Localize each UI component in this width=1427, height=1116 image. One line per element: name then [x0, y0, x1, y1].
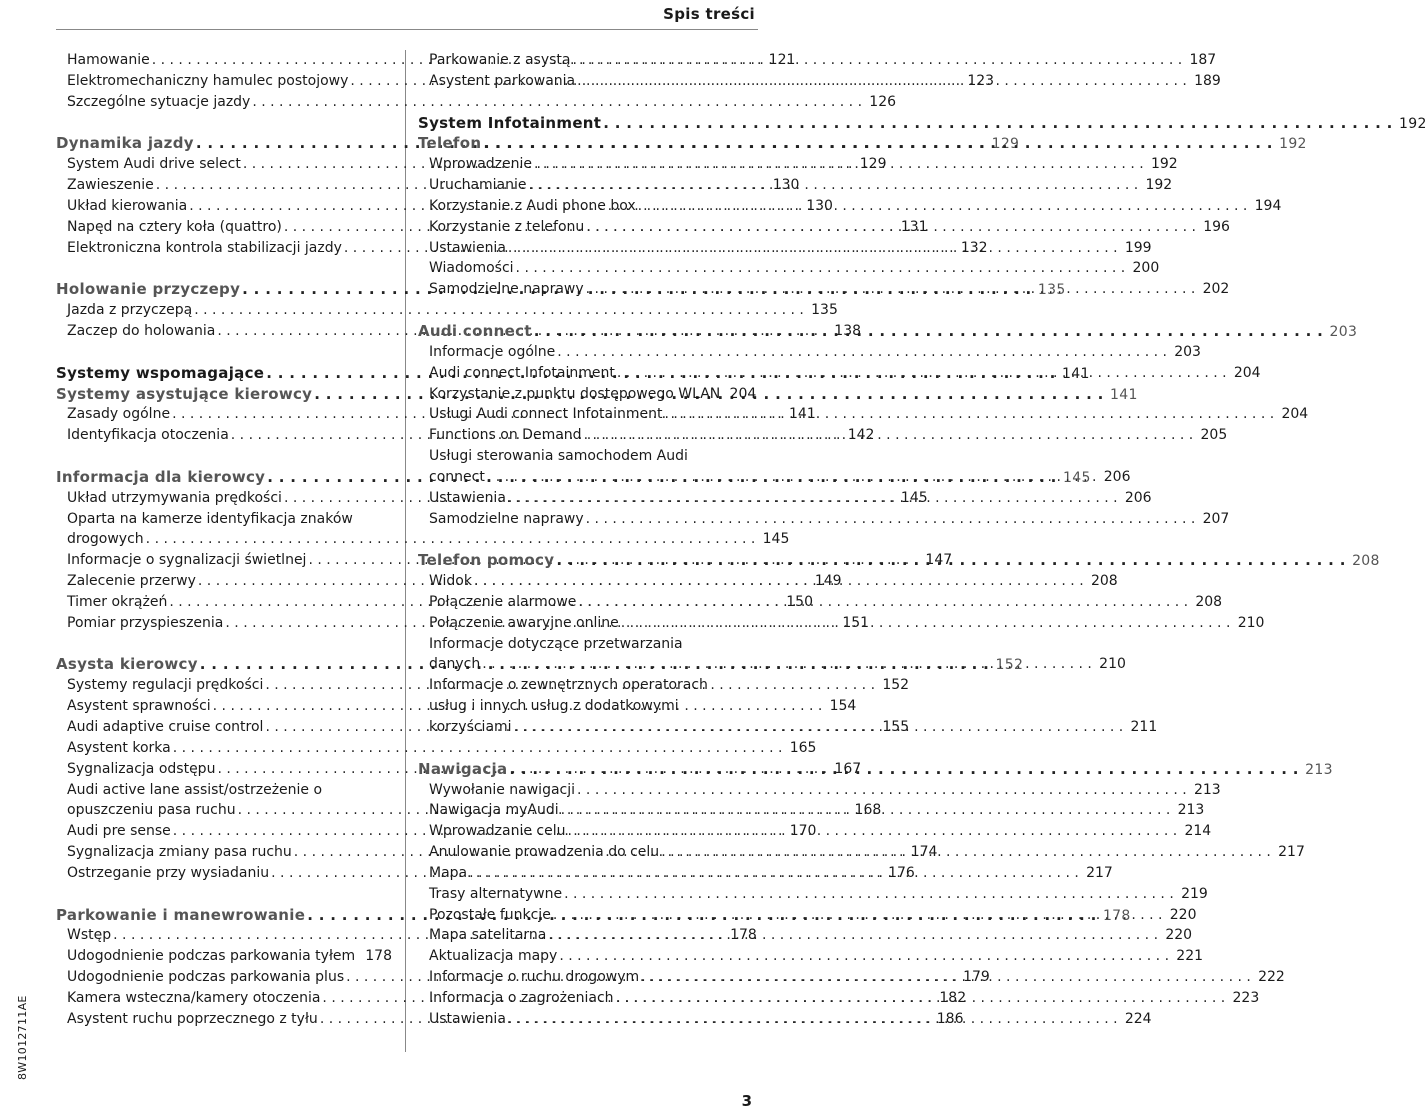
toc-entry-title-line: Informacje o zewnętrznych operatorach: [429, 677, 708, 694]
toc-entry-title: Informacja o zagrożeniach: [429, 989, 614, 1006]
toc-entry-title: Udogodnienie podczas parkowania plus: [67, 969, 345, 986]
leader-dots: [483, 133, 1272, 154]
toc-entry-page: 131: [900, 218, 928, 235]
toc-entry-page: 178: [730, 927, 757, 944]
toc-entry-page: 194: [1254, 197, 1282, 214]
toc-entry-title: Zaczep do holowania: [67, 322, 216, 339]
page-header-title: Spis treści: [663, 5, 755, 23]
toc-entry-title: Wstęp: [67, 927, 112, 944]
toc-entry-title: Sygnalizacja odstępu: [67, 760, 216, 777]
leader-dots: [516, 258, 1126, 279]
toc-entry-title: Asystent parkowania: [429, 72, 576, 89]
toc-entry-page: 196: [1203, 218, 1230, 235]
toc-entry-page: 147: [925, 552, 953, 569]
leader-dots: [559, 946, 1169, 967]
leader-dots: [578, 592, 1188, 613]
toc-entry-page: 152: [882, 677, 910, 694]
toc-chapter-page: 178: [1102, 907, 1131, 924]
leader-dots: [661, 842, 1271, 863]
toc-entry-title: Sygnalizacja zmiany pasa ruchu: [67, 844, 292, 861]
toc-entry-page: 210: [1237, 614, 1265, 631]
toc-chapter-title: Systemy asystujące kierowcy: [56, 384, 313, 403]
toc-entry[interactable]: [56, 92, 897, 113]
toc-chapter-title: Informacja dla kierowcy: [56, 467, 266, 486]
toc-section-heading[interactable]: [418, 113, 1427, 134]
toc-entry-page: 151: [842, 614, 870, 631]
toc-entry-page: 150: [786, 593, 813, 610]
toc-entry-title: Zasady ogólne: [67, 406, 171, 423]
toc-entry-page: 170: [789, 823, 817, 840]
toc-entry-title-line: Oparta na kamerze identyfikacja znaków: [67, 510, 353, 527]
toc-entry-title: Udogodnienie podczas parkowania tyłem: [67, 948, 356, 965]
toc-entry-page: 154: [829, 698, 857, 715]
toc-entry-title: Mapa satelitarna: [429, 927, 547, 944]
leader-dots: [638, 196, 1248, 217]
page-number: 3: [741, 1092, 752, 1110]
toc-chapter-title: Nawigacja: [418, 759, 508, 778]
toc-entry-page: 145: [762, 531, 790, 548]
toc-chapter-title: Dynamika jazdy: [56, 134, 194, 153]
toc-entry-title: Napęd na cztery koła (quattro): [67, 218, 282, 235]
toc-entry-page: 203: [1174, 343, 1201, 360]
toc-entry-title: Samodzielne naprawy: [429, 510, 584, 527]
toc-entry-title: Zawieszenie: [67, 177, 154, 194]
toc-entry-title: Hamowanie: [67, 52, 150, 68]
toc-entry-page: 219: [1181, 885, 1208, 902]
toc-entry-page: 121: [768, 52, 796, 68]
leader-dots: [509, 759, 1298, 780]
toc-entry-page: 217: [1278, 844, 1305, 861]
toc-entry-page: 213: [1177, 802, 1205, 819]
leader-dots: [573, 50, 1183, 71]
toc-section-page: 192: [1399, 115, 1427, 132]
toc-entry[interactable]: [56, 946, 392, 967]
leader-dots: [641, 967, 1251, 988]
toc-chapter-title: Telefon: [418, 134, 482, 153]
toc-entry-page: 224: [1124, 1010, 1152, 1027]
toc-entry-title: connect: [429, 468, 485, 485]
toc-entry-page: 207: [1202, 510, 1230, 527]
toc-chapter-page: 145: [1063, 469, 1091, 486]
toc-entry[interactable]: [418, 342, 1201, 363]
leader-dots: [474, 571, 1084, 592]
toc-entry-title: Wiadomości: [429, 260, 514, 277]
toc-entry-title: Pozostałe funkcje: [429, 906, 551, 923]
toc-chapter-page: 135: [1037, 282, 1066, 299]
toc-entry-title: Elektromechaniczny hamulec postojowy: [67, 72, 349, 89]
toc-section-title: System Infotainment: [418, 113, 602, 132]
toc-section-page: 141: [1062, 365, 1090, 382]
toc-entry-title: korzyściami: [429, 719, 512, 735]
leader-dots: [482, 654, 1092, 675]
toc-entry-title: Układ kierowania: [67, 197, 188, 214]
toc-chapter-title: Parkowanie i manewrowanie: [56, 905, 306, 924]
toc-chapter-page: 208: [1352, 553, 1380, 570]
toc-chapter-page: 152: [995, 657, 1024, 674]
leader-dots: [568, 821, 1178, 842]
toc-entry-title: Połączenie alarmowe: [429, 593, 577, 610]
toc-entry-title: danych: [429, 656, 481, 673]
toc-entry-page: 123: [967, 72, 995, 89]
toc-entry-page: 145: [900, 489, 928, 506]
toc-entry-title-line: Informacje dotyczące przetwarzania: [429, 635, 683, 652]
leader-dots: [548, 925, 1158, 946]
leader-dots: [557, 342, 1167, 363]
leader-dots: [577, 780, 1187, 801]
toc-entry-page: 205: [1200, 427, 1228, 444]
toc-entry-title: Identyfikacja otoczenia: [67, 427, 229, 444]
leader-dots: [561, 800, 1171, 821]
toc-entry-title: Korzystanie z telefonu: [429, 218, 585, 235]
toc-entry-page: 208: [1090, 573, 1118, 590]
toc-entry-title: Wywołanie nawigacji: [429, 781, 576, 798]
toc-entry-title: Asystent ruchu poprzecznego z tyłu: [67, 1010, 318, 1027]
toc-entry-title: Anulowanie prowadzenia do celu: [429, 844, 660, 861]
toc-entry-page: 220: [1165, 927, 1193, 944]
toc-entry-page: 135: [811, 302, 838, 319]
toc-chapter-page: 192: [1279, 136, 1307, 153]
toc-entry-title: drogowych: [67, 531, 144, 548]
toc-entry-title: Parkowanie z asystą: [429, 52, 571, 68]
toc-entry-page: 167: [834, 760, 862, 777]
toc-entry-title: Wprowadzenie: [429, 156, 532, 173]
leader-dots: [529, 175, 1139, 196]
leader-dots: [514, 717, 1124, 738]
toc-entry[interactable]: [56, 300, 838, 321]
toc-entry-title: Aktualizacja mapy: [429, 948, 558, 965]
toc-entry-title: Usługi Audi connect Infotainment: [429, 406, 663, 423]
toc-entry-page: 186: [936, 1010, 964, 1027]
toc-entry-page: 165: [789, 739, 817, 756]
toc-entry-title: Korzystanie z Audi phone box: [429, 197, 636, 214]
toc-entry[interactable]: [418, 384, 757, 405]
toc-entry-title: System Audi drive select: [67, 156, 241, 173]
toc-entry-page: 204: [729, 385, 757, 402]
toc-entry[interactable]: [56, 738, 817, 759]
toc-entry-title: Audi adaptive cruise control: [67, 719, 264, 735]
toc-chapter-page: 141: [1110, 386, 1138, 403]
toc-entry-page: 214: [1184, 823, 1212, 840]
toc-chapter-page: 203: [1329, 323, 1358, 340]
toc-entry-page: 149: [814, 573, 842, 590]
toc-entry-title: Asystent korka: [67, 739, 171, 756]
toc-entry-page: 206: [1124, 489, 1152, 506]
toc-entry-page: 221: [1176, 948, 1204, 965]
toc-entry-page: 130: [806, 197, 833, 214]
toc-entry[interactable]: [418, 884, 1208, 905]
toc-chapter-page: 213: [1305, 761, 1333, 778]
toc-entry-title: Timer okrążeń: [67, 593, 168, 610]
leader-dots: [586, 217, 1196, 238]
leader-dots: [487, 467, 1097, 488]
toc-entry-page: 174: [910, 844, 938, 861]
toc-entry[interactable]: [418, 925, 1193, 946]
toc-entry-title: Samodzielne naprawy: [429, 281, 584, 298]
document-code: 8W1012711AE: [16, 995, 29, 1080]
toc-entry-title: Uruchamianie: [429, 177, 527, 194]
toc-entry-title-line: Audi active lane assist/ostrzeżenie o: [67, 781, 323, 798]
toc-entry-title: Informacje o sygnalizacji świetlnej: [67, 552, 307, 569]
leader-dots: [508, 488, 1118, 509]
leader-dots: [621, 613, 1231, 634]
toc-entry-page: 208: [1195, 593, 1223, 610]
leader-dots: [577, 71, 1187, 92]
toc-entry-page: 130: [772, 177, 800, 194]
toc-entry-page: 200: [1132, 260, 1160, 277]
toc-entry-page: 192: [1145, 177, 1173, 194]
toc-chapter-title: Holowanie przyczepy: [56, 280, 241, 299]
toc-entry-title: Zalecenie przerwy: [67, 573, 196, 590]
toc-entry-page: 178: [365, 948, 392, 965]
toc-entry[interactable]: [418, 780, 1221, 801]
toc-entry-title: Pomiar przyspieszenia: [67, 614, 224, 631]
toc-entry-title: Systemy regulacji prędkości: [67, 677, 264, 694]
toc-entry-page: 132: [960, 239, 988, 256]
toc-entry-title: Audi connect Infotainment: [429, 364, 615, 381]
leader-dots: [469, 863, 1079, 884]
toc-entry-title: opuszczeniu pasa ruchu: [67, 802, 236, 819]
toc-entry-page: 182: [939, 989, 967, 1006]
toc-entry-title: Asystent sprawności: [67, 698, 211, 715]
toc-entry-page: 141: [789, 406, 816, 423]
toc-chapter-title: Audi connect: [418, 321, 532, 340]
toc-entry-page: 211: [1130, 719, 1158, 735]
toc-entry[interactable]: [418, 946, 1204, 967]
toc-entry-page: 187: [1189, 52, 1217, 68]
toc-entry-title-line: Usługi sterowania samochodem Audi: [429, 448, 688, 465]
leader-dots: [584, 425, 1194, 446]
toc-entry-page: 217: [1086, 864, 1113, 881]
toc-entry-title: Audi pre sense: [67, 823, 171, 840]
toc-entry-title: Elektroniczna kontrola stabilizacji jazdy: [67, 239, 342, 256]
toc-entry-title: Połączenie awaryjne online: [429, 614, 619, 631]
toc-entry-page: 206: [1103, 468, 1131, 485]
toc-entry-title: Mapa: [429, 864, 468, 881]
toc-entry-title: Układ utrzymywania prędkości: [67, 489, 282, 506]
toc-entry-page: 129: [859, 156, 887, 173]
toc-entry-page: 179: [963, 969, 990, 986]
toc-entry-page: 204: [1233, 364, 1261, 381]
toc-entry-title: Jazda z przyczepą: [67, 302, 193, 319]
leader-dots: [586, 279, 1196, 300]
toc-entry-page: 202: [1202, 281, 1230, 298]
toc-entry-page: 138: [834, 322, 862, 339]
toc-entry[interactable]: [418, 258, 1160, 279]
toc-entry-page: 210: [1099, 656, 1126, 673]
toc-entry-page: 222: [1258, 969, 1285, 986]
toc-entry-title: Functions on Demand: [429, 427, 582, 444]
toc-entry-page: 126: [869, 93, 897, 110]
toc-entry-page: 142: [847, 427, 875, 444]
leader-dots: [603, 113, 1392, 134]
toc-entry-page: 204: [1281, 406, 1309, 423]
toc-entry-title: Korzystanie z punktu dostępowego WLAN: [429, 385, 721, 402]
leader-dots: [556, 550, 1345, 571]
toc-entry-page: 199: [1124, 239, 1152, 256]
leader-dots: [534, 154, 1144, 175]
leader-dots: [665, 404, 1275, 425]
leader-dots: [534, 321, 1323, 342]
leader-dots: [616, 988, 1226, 1009]
leader-dots: [508, 238, 1118, 259]
header-rule: [56, 29, 758, 30]
toc-entry-title: Ostrzeganie przy wysiadaniu: [67, 864, 270, 881]
toc-entry-title: Ustawienia: [429, 239, 506, 256]
toc-entry-page: 220: [1169, 906, 1197, 923]
toc-entry-page: 155: [882, 719, 910, 735]
toc-entry-title: Informacje ogólne: [429, 343, 556, 360]
toc-entry-title: Trasy alternatywne: [429, 885, 563, 902]
toc-entry-page: 168: [854, 802, 882, 819]
leader-dots: [508, 1009, 1118, 1030]
toc-entry[interactable]: [418, 509, 1230, 530]
toc-entry-title: Wprowadzanie celu: [429, 823, 566, 840]
toc-entry-title: Widok: [429, 573, 472, 590]
toc-entry-title: Ustawienia: [429, 1010, 506, 1027]
toc-chapter-title: Asysta kierowcy: [56, 655, 198, 674]
toc-entry-page: 192: [1150, 156, 1178, 173]
toc-chapter-title: Telefon pomocy: [418, 551, 555, 570]
toc-entry-page: 213: [1193, 781, 1221, 798]
toc-entry-title: Informacje o ruchu drogowym: [429, 969, 640, 986]
toc-entry-title-line: usług i innych usług z dodatkowymi: [429, 698, 679, 715]
toc-entry-page: 176: [888, 864, 915, 881]
toc-entry-title: Szczególne sytuacje jazdy: [67, 93, 251, 110]
leader-dots: [357, 946, 358, 967]
toc-entry-page: 189: [1194, 72, 1221, 89]
leader-dots: [564, 884, 1174, 905]
toc-entry-title: Nawigacja myAudi: [429, 802, 559, 819]
leader-dots: [553, 905, 1163, 926]
toc-entry-page: 223: [1232, 989, 1260, 1006]
leader-dots: [617, 363, 1227, 384]
toc-chapter-page: 129: [991, 136, 1020, 153]
leader-dots: [586, 509, 1196, 530]
toc-entry-title: Ustawienia: [429, 489, 506, 506]
toc-section-title: Systemy wspomagające: [56, 363, 265, 382]
toc-entry-title: Kamera wsteczna/kamery otoczenia: [67, 989, 321, 1006]
toc-entry[interactable]: [56, 529, 790, 550]
